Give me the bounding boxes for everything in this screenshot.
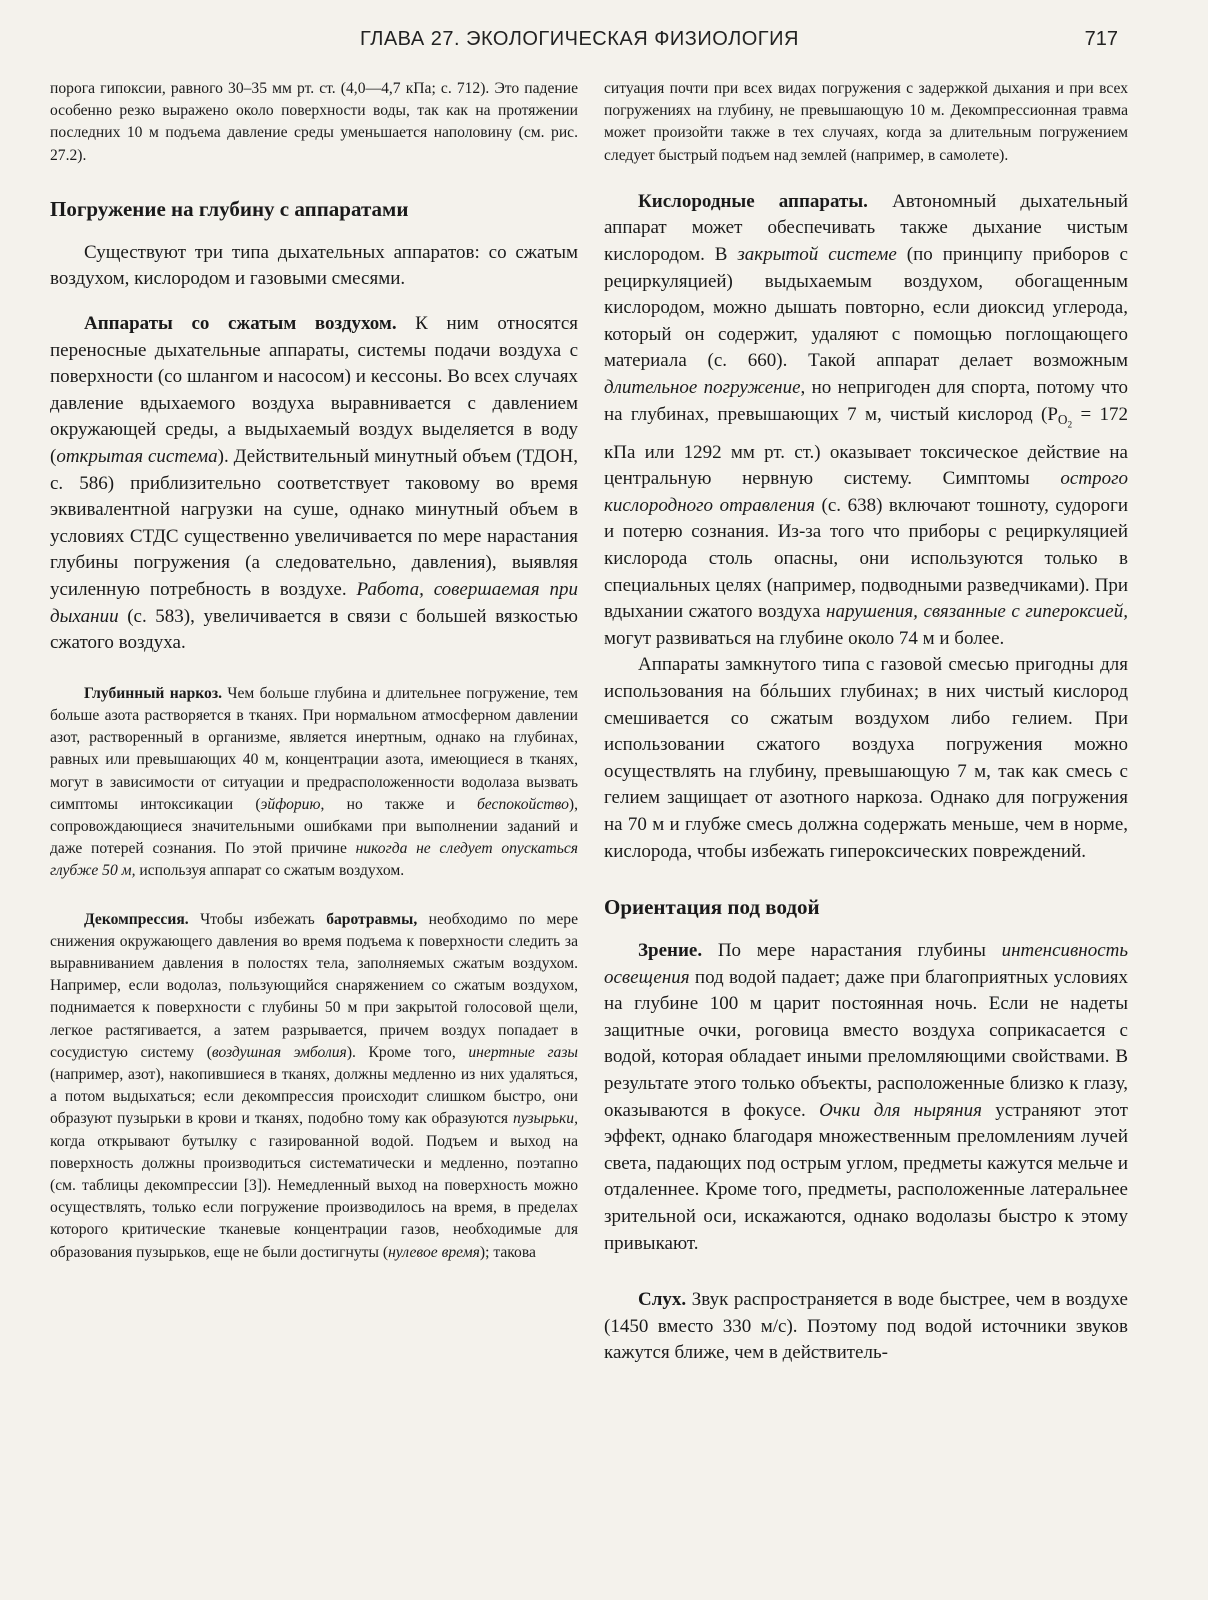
paragraph-gas-mixture-apparatus: Аппараты замкнутого типа с газовой смесью пригодны для использования на бóльших глубинах; в них чистый кислород смешивается со сжатым воздухом либо гелием. При использовании сжатого воздуха погружения можно осуществлять на глубину, превышающую 7 м, так как смесь с гелием защищает от азотного наркоза. Однако для погружения на 70 м и глубже смесь должна содержать меньше, чем в норме, кислорода, чтобы избежать гипероксических повреждений. [604, 654, 1128, 862]
run-in-heading-vision: Зрение. [638, 940, 703, 962]
run-in-heading-compressed-air: Аппараты со сжатым воздухом. [84, 313, 397, 334]
paragraph-vision: Зрение. По мере нарастания глубины интенсивность освещения под водой падает; даже при благоприятных условиях на глубине 100 м царит постоянная ночь. Если не надеты защитные очки, роговица вместо воздуха соприкасается с водой, которая обладает иными преломляющими свойствами. В результате этого только объекты, расположенные близко к глазу, оказываются в фокусе. Очки для ныряния устраняют этот эффект, однако благодаря множественным преломлениям лучей света, падающих под острым углом, предметы кажутся мельче и отдаленнее. Кроме того, предметы, расположенные латеральнее зрительной оси, искажаются, однако водолазы быстро к этому привыкают. [604, 940, 1128, 1254]
paragraph-decompression: Декомпрессия. Чтобы избежать баротравмы, необходимо по мере снижения окружающего давления во время подъема к поверхности следить за выравниванием давления в полостях тела, заполняемых сжатым воздухом. Например, если водолаз, пользующийся снаряжением со сжатым воздухом, поднимается к поверхности с глубины 50 м при закрытой голосовой щели, легкое растягивается, а затем разрывается, причем воздух попадает в сосудистую систему (воздушная эмболия). Кроме того, инертные газы (например, азот), накопившиеся в тканях, должны медленно из них удаляться, а потом выдыхаться; если декомпрессия происходит слишком быстро, они образуют пузырьки в крови и тканях, подобно тому как образуются пузырьки, когда открывают бутылку с газированной водой. Подъем и выход на поверхность должны производиться систематически и медленно, поэтапно (см. таблицы декомпрессии [3]). Немедленный выход на поверхность можно осуществлять, только если погружение производилось на время, в пределах которого критические тканевые концентрации газов, необходимые для образования пузырьков, еще не были достигнуты (нулевое время); такова [50, 910, 578, 1261]
page-number: 717 [1084, 28, 1118, 50]
paragraph-depth-narcosis: Глубинный наркоз. Чем больше глубина и длительнее погружение, тем больше азота растворяется в тканях. При нормальном атмосферном давлении азот, растворенный в организме, является инертным, однако на глубинах, равных или превышающих 40 м, концентрации азота, имеющиеся в тканях, могут в зависимости от ситуации и предрасположенности водолаза вызвать симптомы интоксикации (эйфорию, но также и беспокойство), сопровождающиеся значительными ошибками при выполнении заданий и даже потерей сознания. По этой причине никогда не следует опускаться глубже 50 м, используя аппарат со сжатым воздухом. [50, 684, 578, 880]
run-in-heading-hearing: Слух. [638, 1289, 687, 1311]
section-heading-underwater-orientation: Ориентация под водой [604, 895, 820, 920]
left-column [50, 78, 578, 1264]
paragraph-hearing: Слух. Звук распространяется в воде быстрее, чем в воздухе (1450 вместо 330 м/с). Поэтому под водой источники звуков кажутся ближе, чем в действитель- [604, 1289, 1128, 1364]
paragraph-oxygen-apparatus: Кислородные аппараты. Автономный дыхательный аппарат может обеспечивать также дыхание чистым кислородом. В закрытой системе (по принципу приборов с рециркуляцией) выдыхаемым воздухом, обогащенным кислородом, можно дышать повторно, если диоксид углерода, который он содержит, удаляют с помощью поглощающего материала (с. 660). Такой аппарат делает возможным длительное погружение, но непригоден для спорта, потому что на глубинах, превышающих 7 м, чистый кислород ($P_{O_2} = 172$ кПа или 1292 мм рт. ст.) оказывает токсическое действие на центральную нервную систему. Симптомы острого кислородного отравления (с. 638) включают тошноту, судороги и потерю сознания. Из-за того что приборы с рециркуляцией кислорода столь опасны, они используются только в специальных целях (например, подводными разведчиками). При вдыхании сжатого воздуха нарушения, связанные с гипероксией, могут развиваться на глубине около 74 м и более. [604, 190, 1129, 649]
page-header [0, 28, 1208, 58]
paragraph-compressed-air-apparatus: Аппараты со сжатым воздухом. К ним относятся переносные дыхательные аппараты, системы подачи воздуха с поверхности (со шлангом и насосом) и кессоны. Во всех случаях давление вдыхаемого воздуха выравнивается с давлением окружающей среды, а выдыхаемый воздух выделяется в воду (открытая система). Действительный минутный объем (ТДОН, с. 586) приблизительно соответствует таковому во время эквивалентной нагрузки на суше, однако минутный объем в условиях СТДС существенно увеличивается по мере нарастания глубины погружения (а следовательно, давления), выявляя усиленную потребность в воздухе. Работа, совершаемая при дыхании (с. 583), увеличивается в связи с большей вязкостью сжатого воздуха. [50, 313, 578, 654]
section-heading-diving-with-apparatus: Погружение на глубину с аппаратами [50, 196, 409, 221]
paragraph-apparatus-types: Существуют три типа дыхательных аппаратов: со сжатым воздухом, кислородом и газовыми смесями. [50, 241, 578, 290]
run-in-heading-oxygen-apparatus: Кислородные аппараты. [638, 190, 868, 212]
paragraph-hypoxia-continued: порога гипоксии, равного 30–35 мм рт. ст. (4,0—4,7 кПа; с. 712). Это падение особенно резко выражено около поверхности воды, так как на протяжении последних 10 м подъема давление среды уменьшается наполовину (см. рис. 27.2). [50, 80, 578, 164]
paragraph-decompression-continued: ситуация почти при всех видах погружения с задержкой дыхания и при всех погружениях на глубину, не превышающую 10 м. Декомпрессионная травма может произойти также в тех случаях, когда за длительным погружением следует быстрый подъем над землей (например, в самолете). [604, 80, 1128, 164]
running-head: ГЛАВА 27. ЭКОЛОГИЧЕСКАЯ ФИЗИОЛОГИЯ [360, 28, 799, 50]
right-column [604, 78, 1128, 1367]
subscript-o2: O2 [1057, 412, 1073, 432]
run-in-heading-decompression: Декомпрессия. [84, 910, 189, 928]
run-in-heading-depth-narcosis: Глубинный наркоз. [84, 684, 222, 702]
